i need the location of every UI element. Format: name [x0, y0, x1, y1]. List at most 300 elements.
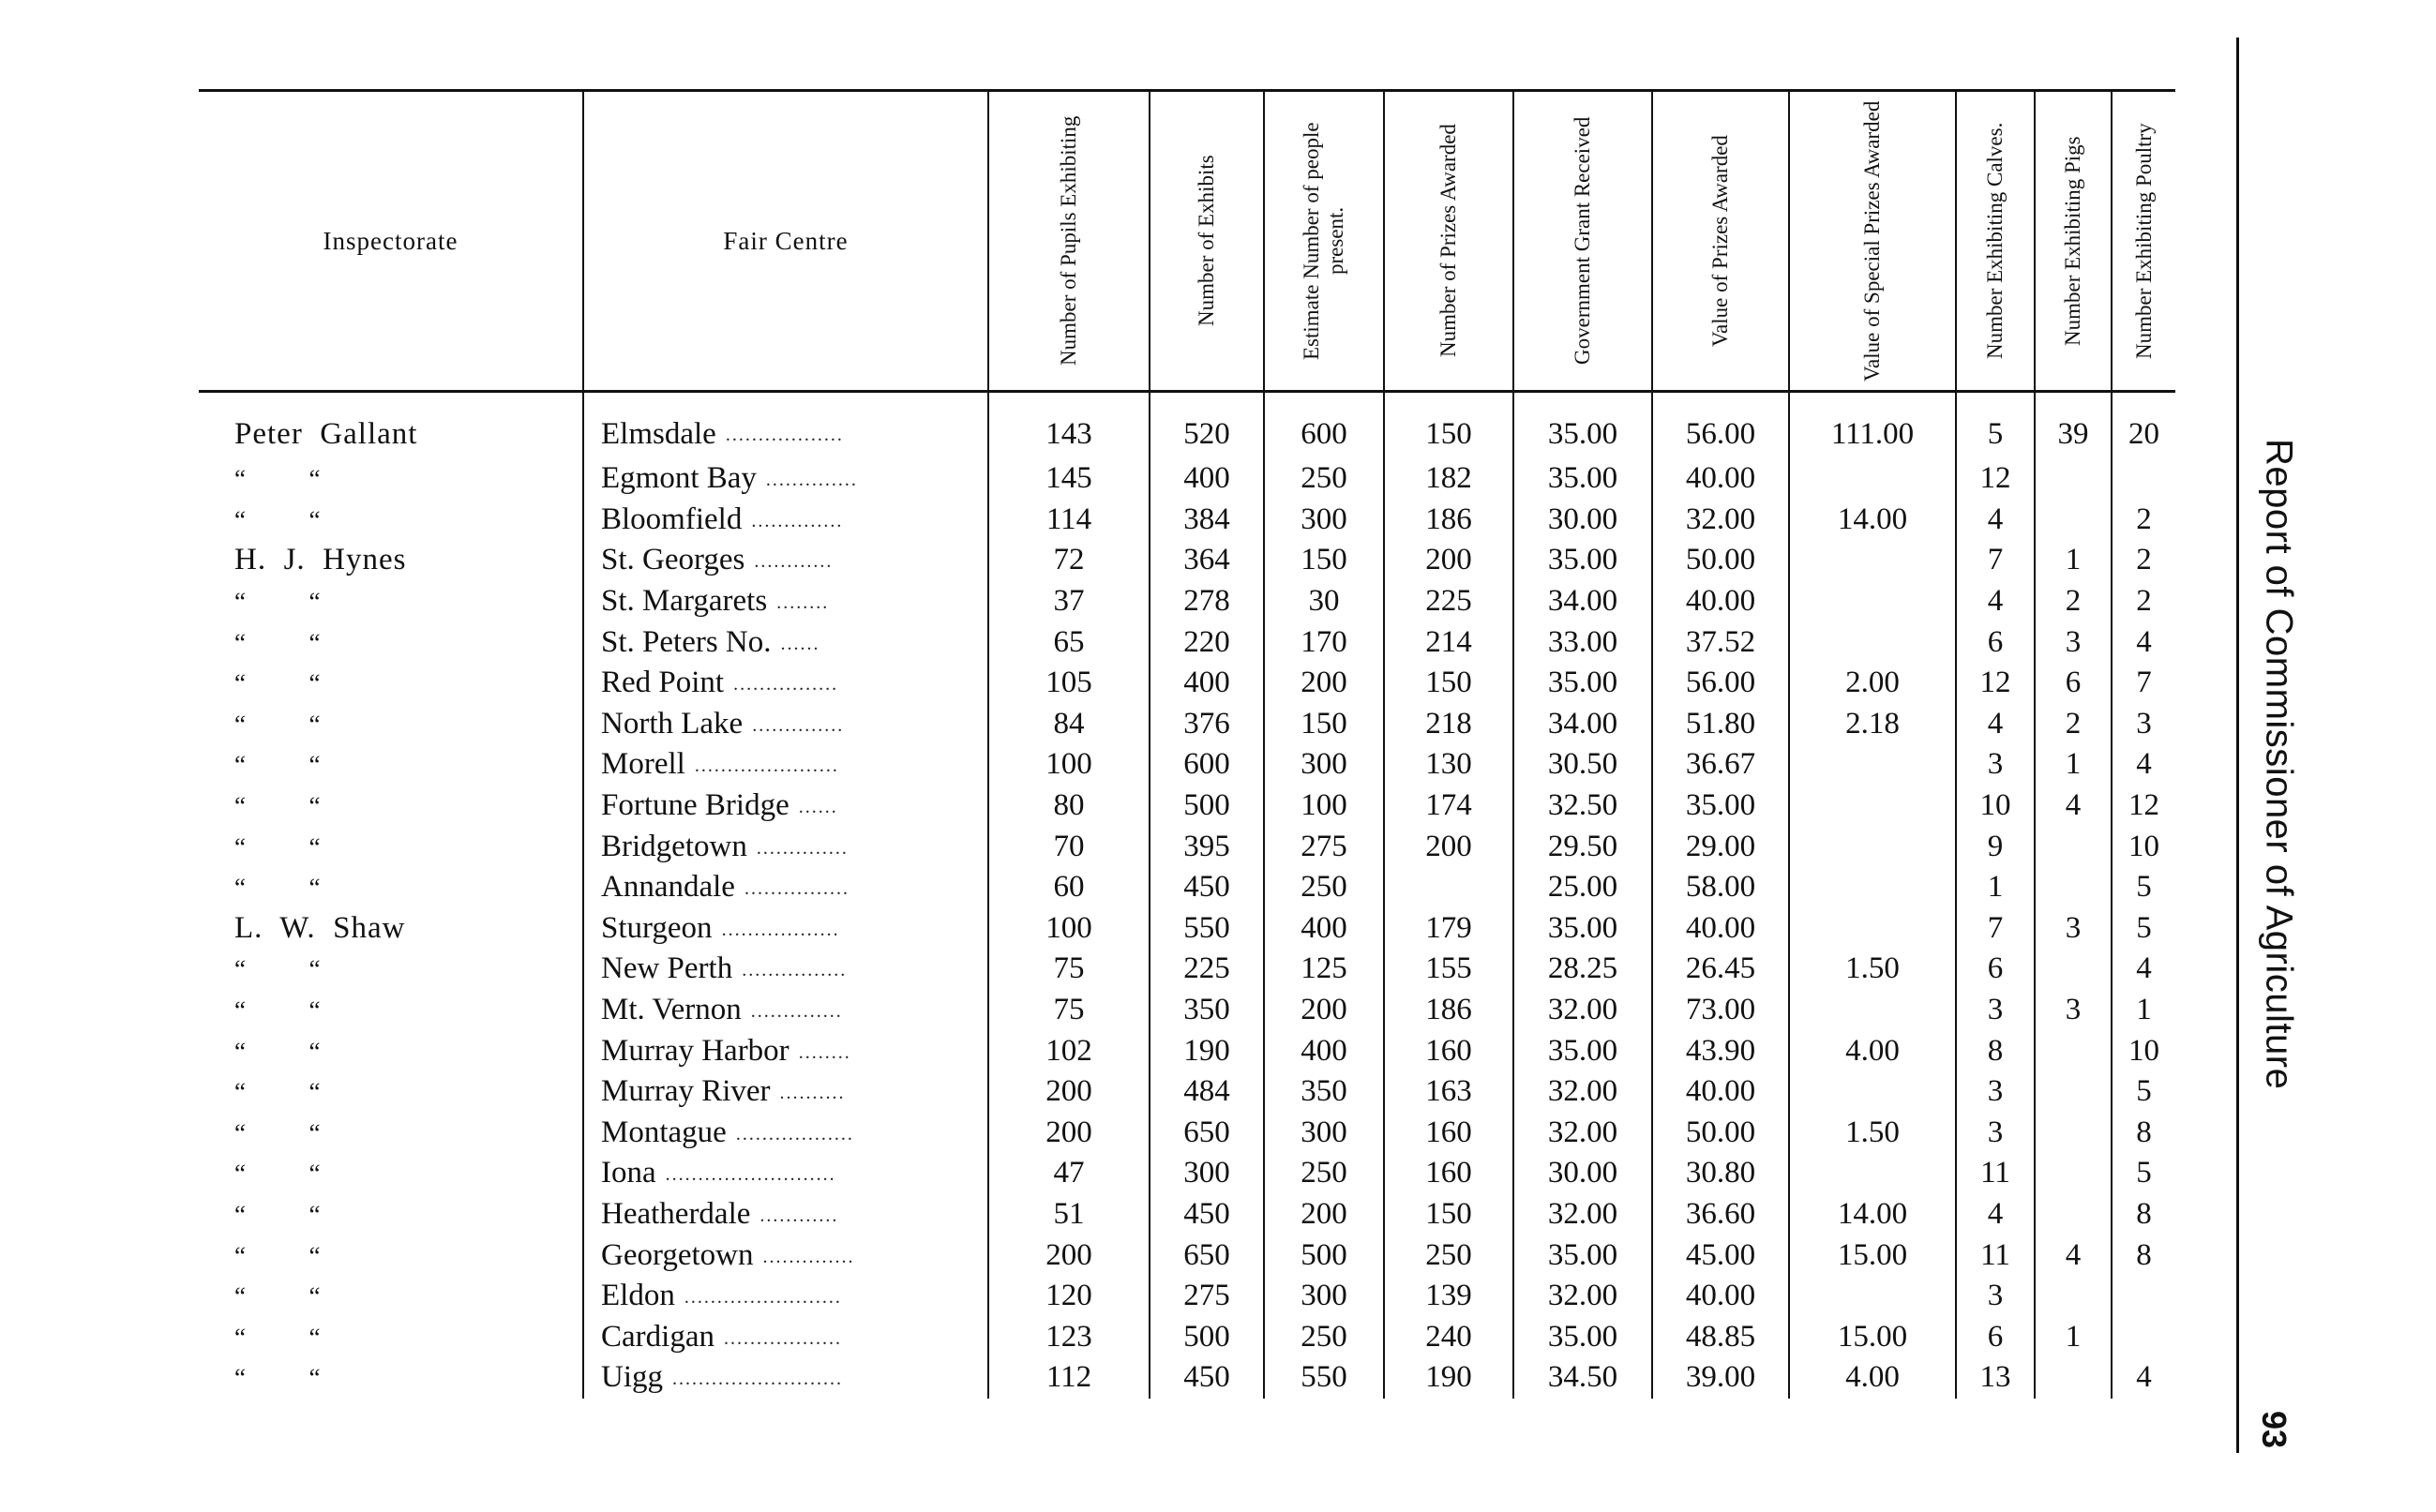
calves-cell: 8: [1956, 1030, 2035, 1071]
table-row: [199, 392, 2175, 459]
table-row: [199, 990, 2175, 1031]
special-prize-cell: 14.00: [1789, 1194, 1956, 1235]
school-fairs-table: [199, 89, 2175, 1399]
grant-cell: 32.00: [1513, 1113, 1652, 1154]
grant-cell: 35.00: [1513, 540, 1652, 581]
special-prize-cell: [1789, 1153, 1956, 1194]
inspectorate-cell: [199, 392, 583, 459]
table-row: [199, 744, 2175, 786]
inspectorate-cell: [199, 990, 583, 1031]
prize-value-cell: 37.52: [1652, 621, 1789, 663]
fair-centre-cell: [583, 990, 988, 1031]
fair-centre-cell: [583, 786, 988, 827]
pupils-cell: 112: [988, 1357, 1150, 1399]
poultry-cell: 3: [2112, 704, 2175, 745]
people-cell: 300: [1264, 1113, 1384, 1154]
special-prize-cell: [1789, 744, 1956, 786]
pigs-cell: 3: [2035, 908, 2112, 950]
people-cell: 250: [1264, 1153, 1384, 1194]
people-cell: 150: [1264, 540, 1384, 581]
people-cell: 150: [1264, 704, 1384, 745]
exhibits-cell: 450: [1150, 1357, 1264, 1399]
prizes-cell: 186: [1384, 990, 1513, 1031]
table-row: [199, 540, 2175, 581]
fair-centre-cell: [583, 663, 988, 704]
inspectorate-text: “ “: [234, 832, 321, 861]
fair-centre-name: St. Margarets: [601, 584, 768, 619]
header-government-grant: Government Grant Received: [1513, 91, 1652, 392]
special-prize-cell: [1789, 581, 1956, 622]
people-cell: 300: [1264, 1276, 1384, 1317]
poultry-cell: 8: [2112, 1113, 2175, 1154]
calves-cell: 5: [1956, 392, 2035, 459]
header-calves: Number Exhibiting Calves.: [1956, 91, 2035, 392]
pupils-cell: 70: [988, 826, 1150, 867]
inspectorate-text: “ “: [234, 751, 321, 780]
exhibits-cell: 384: [1150, 500, 1264, 541]
prizes-cell: 214: [1384, 621, 1513, 663]
fair-centre-name: North Lake: [601, 706, 744, 741]
exhibits-cell: 450: [1150, 867, 1264, 908]
pupils-cell: 80: [988, 786, 1150, 827]
header-poultry: Number Exhibiting Poultry: [2112, 91, 2175, 392]
poultry-cell: [2112, 458, 2175, 500]
people-cell: 30: [1264, 581, 1384, 622]
fair-centre-cell: [583, 1030, 988, 1071]
exhibits-cell: 364: [1150, 540, 1264, 581]
pupils-cell: 200: [988, 1071, 1150, 1113]
fair-centre-cell: [583, 908, 988, 950]
inspectorate-cell: [199, 500, 583, 541]
grant-cell: 32.00: [1513, 1194, 1652, 1235]
calves-cell: 3: [1956, 1113, 2035, 1154]
dot-leader: ..................: [723, 1327, 842, 1349]
people-cell: 100: [1264, 786, 1384, 827]
dot-leader: ......................: [694, 756, 839, 777]
table-row: [199, 1030, 2175, 1071]
prize-value-cell: 39.00: [1652, 1357, 1789, 1399]
inspectorate-text: “ “: [234, 874, 321, 903]
prize-value-cell: 30.80: [1652, 1153, 1789, 1194]
inspectorate-text: “ “: [234, 996, 321, 1025]
poultry-cell: [2112, 1276, 2175, 1317]
pupils-cell: 75: [988, 949, 1150, 990]
dot-leader: ................: [744, 878, 850, 900]
prizes-cell: 200: [1384, 540, 1513, 581]
pupils-cell: 200: [988, 1113, 1150, 1154]
fair-centre-name: Murray River: [601, 1074, 771, 1109]
pigs-cell: [2035, 1030, 2112, 1071]
pupils-cell: 100: [988, 908, 1150, 950]
table-row: [199, 908, 2175, 950]
pupils-cell: 200: [988, 1235, 1150, 1276]
header-number-of-exhibits: Number of Exhibits: [1150, 91, 1264, 392]
inspectorate-cell: [199, 949, 583, 990]
inspectorate-cell: [199, 908, 583, 950]
fair-centre-name: Elmsdale: [601, 416, 716, 451]
fair-centre-cell: [583, 458, 988, 500]
poultry-cell: 1: [2112, 990, 2175, 1031]
calves-cell: 1: [1956, 867, 2035, 908]
exhibits-cell: 550: [1150, 908, 1264, 950]
exhibits-cell: 600: [1150, 744, 1264, 786]
inspectorate-cell: [199, 1235, 583, 1276]
pupils-cell: 114: [988, 500, 1150, 541]
fair-centre-cell: [583, 949, 988, 990]
prizes-cell: 200: [1384, 826, 1513, 867]
header-row: [199, 91, 2175, 392]
prize-value-cell: 40.00: [1652, 908, 1789, 950]
inspectorate-cell: [199, 458, 583, 500]
fair-centre-cell: [583, 392, 988, 459]
special-prize-cell: 2.18: [1789, 704, 1956, 745]
inspectorate-text: “ “: [234, 1160, 321, 1189]
grant-cell: 35.00: [1513, 1030, 1652, 1071]
inspectorate-text: “ “: [234, 505, 321, 534]
prizes-cell: 150: [1384, 1194, 1513, 1235]
pupils-cell: 51: [988, 1194, 1150, 1235]
poultry-cell: 4: [2112, 744, 2175, 786]
fair-centre-cell: [583, 1194, 988, 1235]
header-pupils-exhibiting: Number of Pupils Exhibiting: [988, 91, 1150, 392]
calves-cell: 6: [1956, 1316, 2035, 1357]
grant-cell: 35.00: [1513, 1235, 1652, 1276]
fair-centre-name: Bridgetown: [601, 829, 747, 863]
dot-leader: ........: [798, 1041, 851, 1063]
inspectorate-cell: [199, 1316, 583, 1357]
inspectorate-cell: [199, 663, 583, 704]
inspectorate-text: “ “: [234, 588, 321, 617]
inspectorate-text: “ “: [234, 1323, 321, 1352]
people-cell: 350: [1264, 1071, 1384, 1113]
fair-centre-cell: [583, 867, 988, 908]
prizes-cell: 218: [1384, 704, 1513, 745]
fair-centre-name: Iona: [601, 1156, 656, 1190]
table-row: [199, 1113, 2175, 1154]
poultry-cell: 7: [2112, 663, 2175, 704]
people-cell: 600: [1264, 392, 1384, 459]
dot-leader: ........: [776, 592, 830, 613]
exhibits-cell: 650: [1150, 1113, 1264, 1154]
grant-cell: 30.50: [1513, 744, 1652, 786]
inspectorate-text: H. J. Hynes: [234, 543, 407, 577]
pigs-cell: 4: [2035, 786, 2112, 827]
fair-centre-name: Murray Harbor: [601, 1033, 789, 1068]
pupils-cell: 145: [988, 458, 1150, 500]
pigs-cell: 39: [2035, 392, 2112, 459]
dot-leader: ..................: [721, 919, 840, 940]
fair-centre-name: Sturgeon: [601, 910, 713, 945]
inspectorate-text: “ “: [234, 955, 321, 984]
fair-centre-name: St. Peters No.: [601, 624, 772, 659]
poultry-cell: 5: [2112, 908, 2175, 950]
exhibits-cell: 376: [1150, 704, 1264, 745]
prize-value-cell: 73.00: [1652, 990, 1789, 1031]
header-people-present: Estimate Number of people present.: [1264, 91, 1384, 392]
pigs-cell: 3: [2035, 990, 2112, 1031]
prize-value-cell: 29.00: [1652, 826, 1789, 867]
fair-centre-name: Morell: [601, 747, 685, 782]
prizes-cell: 163: [1384, 1071, 1513, 1113]
inspectorate-cell: [199, 1153, 583, 1194]
prize-value-cell: 40.00: [1652, 581, 1789, 622]
inspectorate-cell: [199, 621, 583, 663]
inspectorate-text: “ “: [234, 1078, 321, 1107]
header-value-of-prizes: Value of Prizes Awarded: [1652, 91, 1789, 392]
pupils-cell: 72: [988, 540, 1150, 581]
grant-cell: 35.00: [1513, 908, 1652, 950]
special-prize-cell: [1789, 826, 1956, 867]
pupils-cell: 123: [988, 1316, 1150, 1357]
prize-value-cell: 35.00: [1652, 786, 1789, 827]
pigs-cell: [2035, 1153, 2112, 1194]
prizes-cell: 174: [1384, 786, 1513, 827]
exhibits-cell: 500: [1150, 1316, 1264, 1357]
inspectorate-cell: [199, 1357, 583, 1399]
table-row: [199, 663, 2175, 704]
calves-cell: 9: [1956, 826, 2035, 867]
people-cell: 400: [1264, 1030, 1384, 1071]
table-row: [199, 704, 2175, 745]
poultry-cell: 4: [2112, 621, 2175, 663]
exhibits-cell: 220: [1150, 621, 1264, 663]
pupils-cell: 120: [988, 1276, 1150, 1317]
prize-value-cell: 40.00: [1652, 1071, 1789, 1113]
fair-centre-cell: [583, 704, 988, 745]
dot-leader: ........................: [684, 1287, 842, 1309]
prizes-cell: 225: [1384, 581, 1513, 622]
table-row: [199, 949, 2175, 990]
fair-centre-name: Montague: [601, 1115, 727, 1149]
pigs-cell: [2035, 1071, 2112, 1113]
grant-cell: 32.00: [1513, 1276, 1652, 1317]
special-prize-cell: 15.00: [1789, 1235, 1956, 1276]
special-prize-cell: [1789, 908, 1956, 950]
special-prize-cell: [1789, 1071, 1956, 1113]
prizes-cell: [1384, 867, 1513, 908]
inspectorate-text: “ “: [234, 1200, 321, 1229]
prize-value-cell: 43.90: [1652, 1030, 1789, 1071]
grant-cell: 32.00: [1513, 990, 1652, 1031]
calves-cell: 13: [1956, 1357, 2035, 1399]
fair-centre-name: Bloomfield: [601, 502, 743, 536]
calves-cell: 12: [1956, 663, 2035, 704]
prizes-cell: 139: [1384, 1276, 1513, 1317]
pigs-cell: 3: [2035, 621, 2112, 663]
inspectorate-cell: [199, 540, 583, 581]
exhibits-cell: 520: [1150, 392, 1264, 459]
inspectorate-cell: [199, 1113, 583, 1154]
exhibits-cell: 650: [1150, 1235, 1264, 1276]
special-prize-cell: [1789, 1276, 1956, 1317]
dot-leader: ............: [759, 1205, 839, 1226]
prize-value-cell: 32.00: [1652, 500, 1789, 541]
people-cell: 250: [1264, 1316, 1384, 1357]
calves-cell: 10: [1956, 786, 2035, 827]
fair-centre-cell: [583, 1276, 988, 1317]
people-cell: 300: [1264, 500, 1384, 541]
inspectorate-text: “ “: [234, 1364, 321, 1393]
grant-cell: 34.00: [1513, 581, 1652, 622]
poultry-cell: 8: [2112, 1194, 2175, 1235]
people-cell: 400: [1264, 908, 1384, 950]
prize-value-cell: 36.67: [1652, 744, 1789, 786]
prizes-cell: 240: [1384, 1316, 1513, 1357]
dot-leader: ..............: [751, 510, 844, 531]
special-prize-cell: [1789, 540, 1956, 581]
fair-centre-name: Red Point: [601, 666, 725, 700]
special-prize-cell: [1789, 990, 1956, 1031]
fair-centre-cell: [583, 1153, 988, 1194]
inspectorate-text: “ “: [234, 1241, 321, 1270]
poultry-cell: 10: [2112, 1030, 2175, 1071]
poultry-cell: 20: [2112, 392, 2175, 459]
inspectorate-text: “ “: [234, 1118, 321, 1147]
grant-cell: 30.00: [1513, 1153, 1652, 1194]
fair-centre-cell: [583, 1235, 988, 1276]
inspectorate-cell: [199, 867, 583, 908]
table-row: [199, 581, 2175, 622]
fair-centre-name: Egmont Bay: [601, 461, 757, 496]
dot-leader: ......: [780, 633, 820, 654]
people-cell: 250: [1264, 867, 1384, 908]
fair-centre-name: Georgetown: [601, 1237, 754, 1272]
poultry-cell: 8: [2112, 1235, 2175, 1276]
exhibits-cell: 400: [1150, 458, 1264, 500]
prizes-cell: 150: [1384, 663, 1513, 704]
prize-value-cell: 48.85: [1652, 1316, 1789, 1357]
inspectorate-text: “ “: [234, 628, 321, 657]
fair-centre-cell: [583, 1113, 988, 1154]
dot-leader: ......: [798, 796, 838, 817]
special-prize-cell: [1789, 621, 1956, 663]
prize-value-cell: 51.80: [1652, 704, 1789, 745]
poultry-cell: 5: [2112, 1071, 2175, 1113]
grant-cell: 25.00: [1513, 867, 1652, 908]
grant-cell: 29.50: [1513, 826, 1652, 867]
grant-cell: 30.00: [1513, 500, 1652, 541]
calves-cell: 7: [1956, 908, 2035, 950]
fair-centre-name: Mt. Vernon: [601, 993, 742, 1027]
header-fair-centre: Fair Centre: [583, 91, 988, 392]
inspectorate-text: L. W. Shaw: [234, 910, 406, 945]
special-prize-cell: 15.00: [1789, 1316, 1956, 1357]
exhibits-cell: 278: [1150, 581, 1264, 622]
pupils-cell: 75: [988, 990, 1150, 1031]
special-prize-cell: 111.00: [1789, 392, 1956, 459]
prizes-cell: 160: [1384, 1153, 1513, 1194]
inspectorate-cell: [199, 1276, 583, 1317]
table-row: [199, 1357, 2175, 1399]
table-row: [199, 1153, 2175, 1194]
pupils-cell: 143: [988, 392, 1150, 459]
calves-cell: 6: [1956, 621, 2035, 663]
prize-value-cell: 40.00: [1652, 1276, 1789, 1317]
calves-cell: 4: [1956, 704, 2035, 745]
calves-cell: 6: [1956, 949, 2035, 990]
special-prize-cell: 14.00: [1789, 500, 1956, 541]
fair-centre-name: New Perth: [601, 951, 733, 986]
table-body: [199, 392, 2175, 1399]
pupils-cell: 65: [988, 621, 1150, 663]
special-prize-cell: 1.50: [1789, 949, 1956, 990]
pigs-cell: [2035, 1357, 2112, 1399]
pigs-cell: 1: [2035, 744, 2112, 786]
calves-cell: 7: [1956, 540, 2035, 581]
prize-value-cell: 36.60: [1652, 1194, 1789, 1235]
grant-cell: 35.00: [1513, 392, 1652, 459]
people-cell: 550: [1264, 1357, 1384, 1399]
grant-cell: 32.00: [1513, 1071, 1652, 1113]
dot-leader: ..............: [765, 470, 858, 491]
pupils-cell: 47: [988, 1153, 1150, 1194]
grant-cell: 35.00: [1513, 458, 1652, 500]
fair-centre-cell: [583, 581, 988, 622]
pupils-cell: 37: [988, 581, 1150, 622]
special-prize-cell: 2.00: [1789, 663, 1956, 704]
fair-centre-cell: [583, 1316, 988, 1357]
table-row: [199, 1235, 2175, 1276]
special-prize-cell: 4.00: [1789, 1357, 1956, 1399]
calves-cell: 3: [1956, 744, 2035, 786]
inspectorate-text: “ “: [234, 1282, 321, 1311]
table-row: [199, 786, 2175, 827]
grant-cell: 35.00: [1513, 1316, 1652, 1357]
pigs-cell: [2035, 949, 2112, 990]
fair-centre-cell: [583, 744, 988, 786]
special-prize-cell: 1.50: [1789, 1113, 1956, 1154]
pigs-cell: [2035, 1194, 2112, 1235]
dot-leader: ..............: [756, 837, 849, 859]
pupils-cell: 60: [988, 867, 1150, 908]
fair-centre-cell: [583, 826, 988, 867]
calves-cell: 11: [1956, 1153, 2035, 1194]
poultry-cell: 4: [2112, 1357, 2175, 1399]
inspectorate-text: “ “: [234, 669, 321, 698]
pupils-cell: 100: [988, 744, 1150, 786]
dot-leader: ..................: [725, 425, 844, 446]
inspectorate-text: “ “: [234, 1037, 321, 1066]
poultry-cell: 5: [2112, 1153, 2175, 1194]
people-cell: 170: [1264, 621, 1384, 663]
prize-value-cell: 58.00: [1652, 867, 1789, 908]
inspectorate-cell: [199, 581, 583, 622]
table-row: [199, 458, 2175, 500]
fair-centre-name: Eldon: [601, 1279, 675, 1313]
inspectorate-text: “ “: [234, 792, 321, 821]
calves-cell: 3: [1956, 1071, 2035, 1113]
inspectorate-cell: [199, 826, 583, 867]
table-row: [199, 1276, 2175, 1317]
grant-cell: 28.25: [1513, 949, 1652, 990]
pigs-cell: 6: [2035, 663, 2112, 704]
dot-leader: ..............: [752, 714, 845, 736]
inspectorate-text: “ “: [234, 465, 321, 494]
poultry-cell: 2: [2112, 500, 2175, 541]
prize-value-cell: 50.00: [1652, 540, 1789, 581]
grant-cell: 32.50: [1513, 786, 1652, 827]
inspectorate-cell: [199, 786, 583, 827]
inspectorate-text: Peter Gallant: [234, 416, 418, 451]
pupils-cell: 105: [988, 663, 1150, 704]
fair-centre-name: Fortune Bridge: [601, 788, 789, 823]
header-pigs: Number Exhibiting Pigs: [2035, 91, 2112, 392]
poultry-cell: 5: [2112, 867, 2175, 908]
grant-cell: 35.00: [1513, 663, 1652, 704]
prize-value-cell: 40.00: [1652, 458, 1789, 500]
exhibits-cell: 190: [1150, 1030, 1264, 1071]
table-row: [199, 1316, 2175, 1357]
